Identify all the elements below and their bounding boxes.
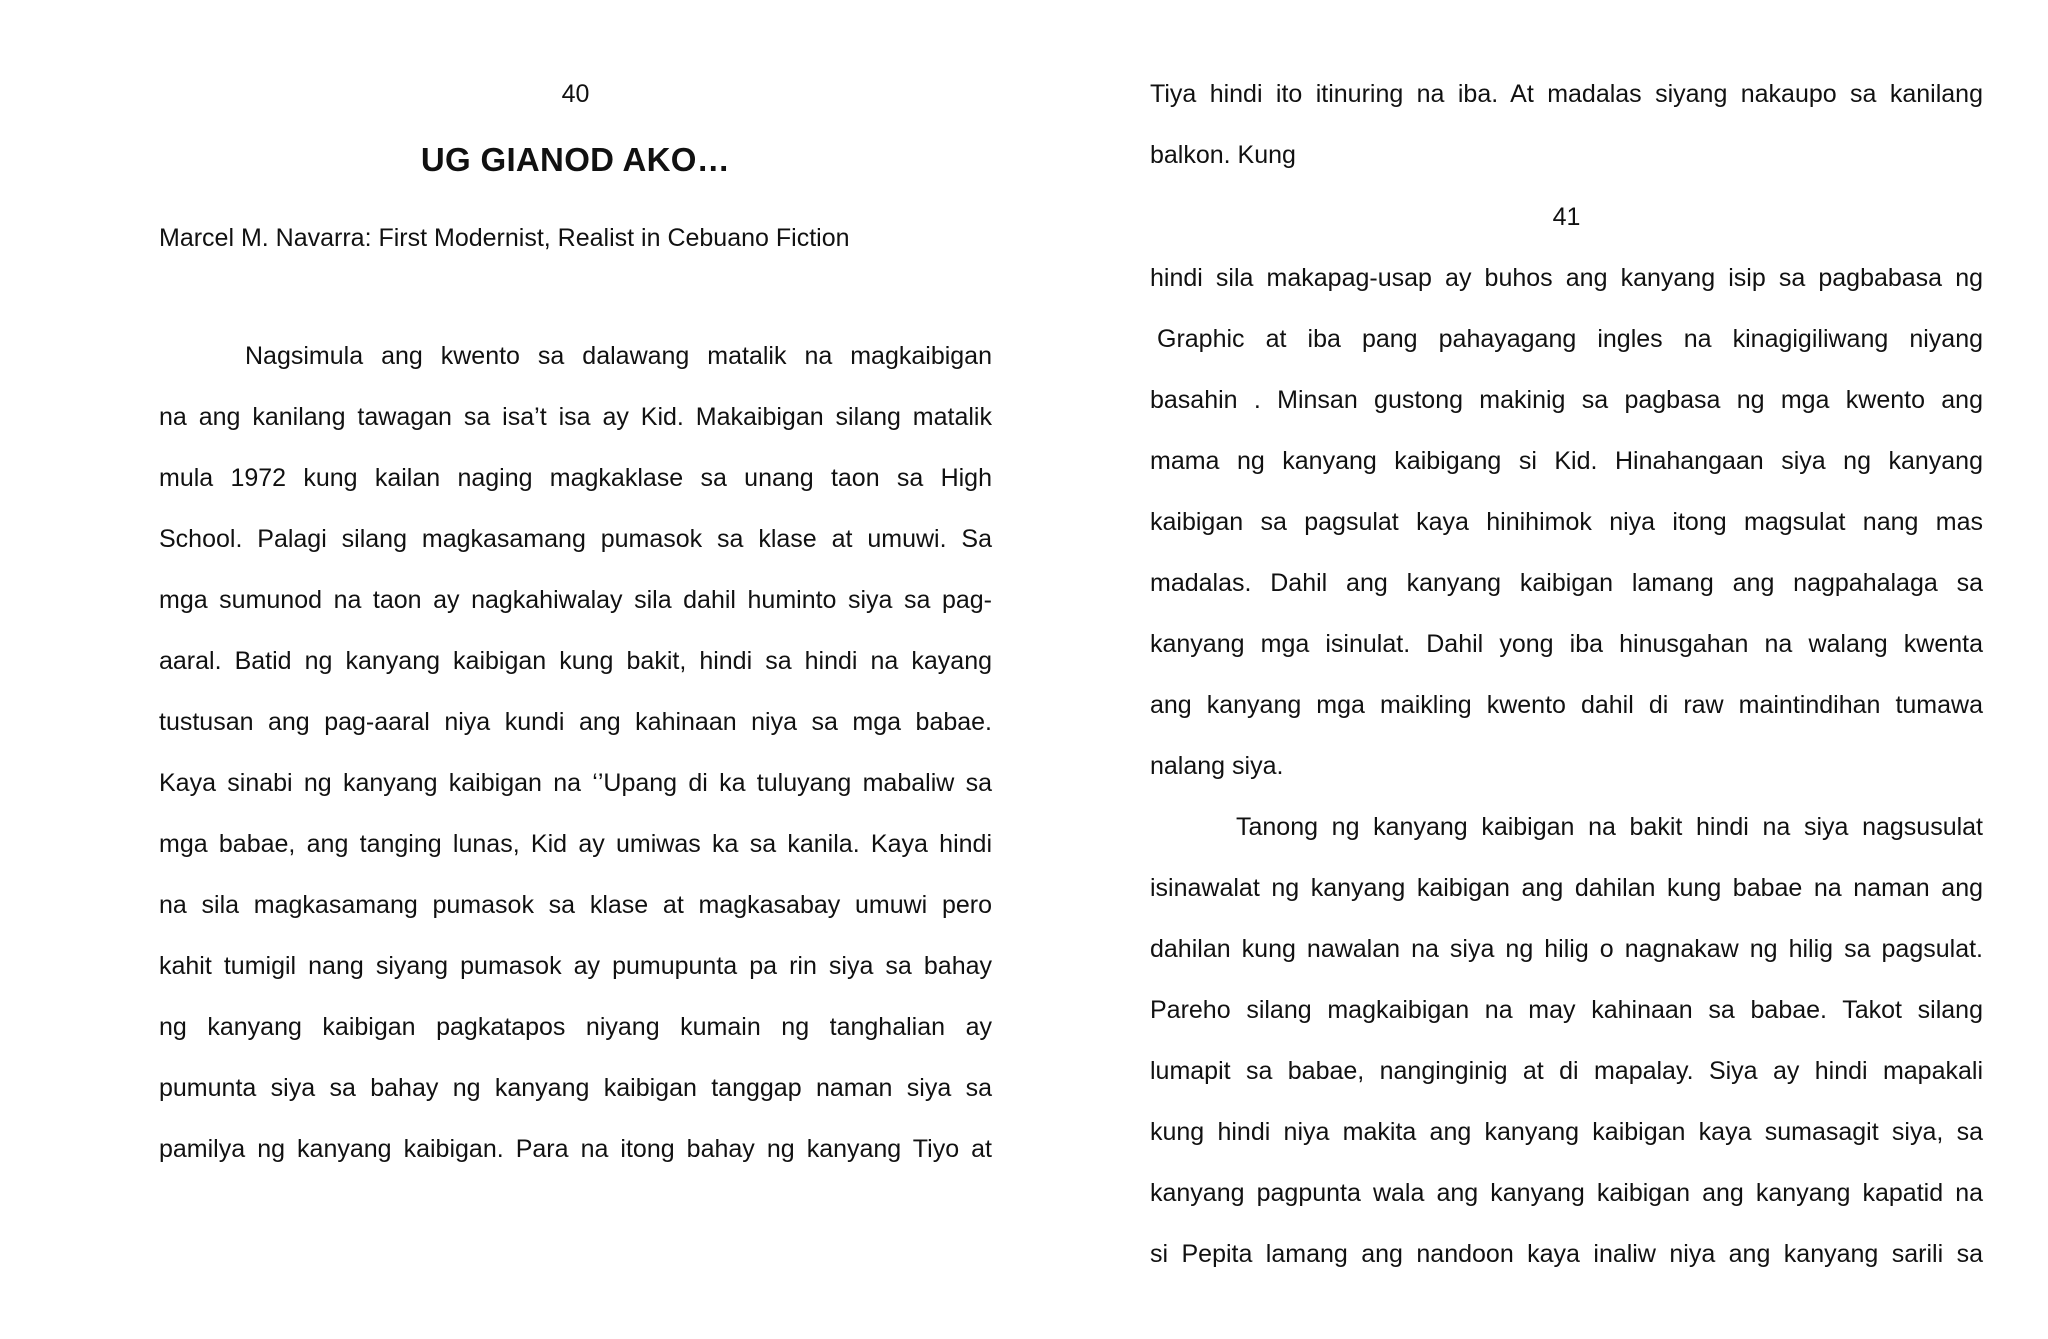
text-line: Nagsimula ang kwento sa dalawang matalik na magkaibigan <box>245 342 992 370</box>
text-line: dahilan kung nawalan na siya ng hilig o nagnakaw ng hilig sa pagsulat. <box>1150 935 1983 963</box>
text-line: lumapit sa babae, nanginginig at di mapalay. Siya ay hindi mapakali <box>1150 1057 1983 1085</box>
text-line: tustusan ang pag-aaral niya kundi ang kahinaan niya sa mga babae. <box>159 708 992 736</box>
text-line: Tiya hindi ito itinuring na iba. At madalas siyang nakaupo sa kanilang <box>1150 80 1983 108</box>
text-line: na ang kanilang tawagan sa isa’t isa ay Kid. Makaibigan silang matalik <box>159 403 992 431</box>
text-line: isinawalat ng kanyang kaibigan ang dahilan kung babae na naman ang <box>1150 874 1983 902</box>
text-line: pumunta siya sa bahay ng kanyang kaibigan tanggap naman siya sa <box>159 1074 992 1102</box>
text-line: pamilya ng kanyang kaibigan. Para na itong bahay ng kanyang Tiyo at <box>159 1135 992 1163</box>
text-line: balkon. Kung <box>1150 141 1296 169</box>
right-top-text <box>1150 79 1983 201</box>
left-page <box>159 0 992 1339</box>
text-line: ng kanyang kaibigan pagkatapos niyang kumain ng tanghalian ay <box>159 1013 992 1041</box>
text-line: Pareho silang magkaibigan na may kahinaan sa babae. Takot silang <box>1150 996 1983 1024</box>
text-line: si Pepita lamang ang nandoon kaya inaliw niya ang kanyang sarili sa <box>1150 1240 1983 1268</box>
text-line: kanyang pagpunta wala ang kanyang kaibigan ang kanyang kapatid na <box>1150 1179 1983 1207</box>
text-line: School. Palagi silang magkasamang pumasok sa klase at umuwi. Sa <box>159 525 992 553</box>
text-line: kanyang mga isinulat. Dahil yong iba hinusgahan na walang kwenta <box>1150 630 1983 658</box>
text-line: kung hindi niya makita ang kanyang kaibigan kaya sumasagit siya, sa <box>1150 1118 1983 1146</box>
text-line: aaral. Batid ng kanyang kaibigan kung bakit, hindi sa hindi na kayang <box>159 647 992 675</box>
text-line: Graphic at iba pang pahayagang ingles na kinagigiliwang niyang <box>1157 325 1983 353</box>
text-line: ang kanyang mga maikling kwento dahil di raw maintindihan tumawa <box>1150 691 1983 719</box>
text-line: nalang siya. <box>1150 752 1284 780</box>
page-number-left: 40 <box>561 80 590 108</box>
text-line: hindi sila makapag-usap ay buhos ang kanyang isip sa pagbabasa ng <box>1150 264 1983 292</box>
text-line: kahit tumigil nang siyang pumasok ay pumupunta pa rin siya sa bahay <box>159 952 992 980</box>
text-line: mama ng kanyang kaibigang si Kid. Hinahangaan siya ng kanyang <box>1150 447 1983 475</box>
text-line: basahin . Minsan gustong makinig sa pagbasa ng mga kwento ang <box>1150 386 1983 414</box>
text-line: mga sumunod na taon ay nagkahiwalay sila dahil huminto siya sa pag- <box>159 586 992 614</box>
story-title: UG GIANOD AKO… <box>420 141 731 178</box>
text-line: Kaya sinabi ng kanyang kaibigan na ‘’Upang di ka tuluyang mabaliw sa <box>159 769 992 797</box>
text-line: mula 1972 kung kailan naging magkaklase sa unang taon sa High <box>159 464 992 492</box>
right-body-text <box>1150 263 1983 1300</box>
page-number-right: 41 <box>1552 203 1581 231</box>
story-subtitle: Marcel M. Navarra: First Modernist, Realist in Cebuano Fiction <box>159 224 850 252</box>
right-page <box>1150 0 1983 1339</box>
text-line: mga babae, ang tanging lunas, Kid ay umiwas ka sa kanila. Kaya hindi <box>159 830 992 858</box>
text-line: kaibigan sa pagsulat kaya hinihimok niya itong magsulat nang mas <box>1150 508 1983 536</box>
text-line: madalas. Dahil ang kanyang kaibigan lamang ang nagpahalaga sa <box>1150 569 1983 597</box>
text-line: Tanong ng kanyang kaibigan na bakit hindi na siya nagsusulat <box>1236 813 1983 841</box>
text-line: na sila magkasamang pumasok sa klase at magkasabay umuwi pero <box>159 891 992 919</box>
left-body-text <box>159 341 992 1195</box>
